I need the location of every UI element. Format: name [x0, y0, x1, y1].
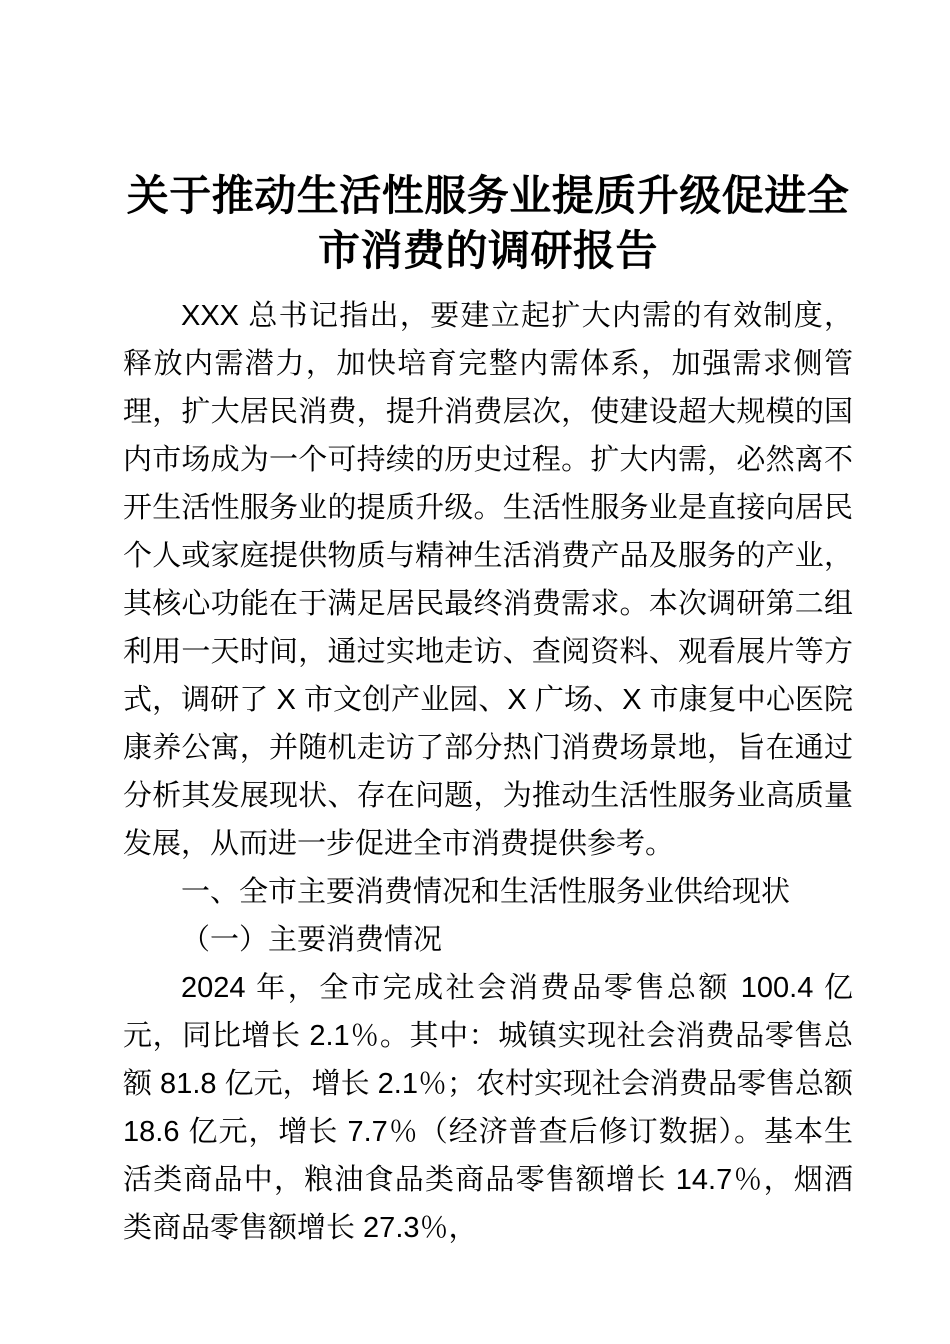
paragraph-intro: XXX 总书记指出，要建立起扩大内需的有效制度，释放内需潜力，加快培育完整内需体系，加强需求侧管理，扩大居民消费，提升消费层次，使建设超大规模的国内市场成为一个可持续的历史过程。扩大内需，必然离不开生活性服务业的提质升级。生活性服务业是直接向居民个人或家庭提供物质与精神生活消费产品及服务的产业，其核心功能在于满足居民最终消费需求。本次调研第二组利用一天时间，通过实地走访、查阅资料、观看展片等方式，调研了 X 市文创产业园、X 广场、X 市康复中心医院康养公寓，并随机走访了部分热门消费场景地，旨在通过分析其发展现状、存在问题，为推动生活性服务业高质量发展，从而进一步促进全市消费提供参考。 [123, 300, 853, 860]
paragraph-consumption-stats: 2024 年，全市完成社会消费品零售总额 100.4 亿元，同比增长 2.1％。其中：城镇实现社会消费品零售总额 81.8 亿元，增长 2.1％；农村实现社会消费品零售总额 18.6 亿元，增长 7.7％（经济普查后修订数据）。基本生活类商品中，粮油食品类商品零售额增长 14.7％，烟酒类商品零售额增长 27.3％， [123, 972, 853, 1244]
document-content [123, 170, 853, 1252]
heading-section-1: 一、全市主要消费情况和生活性服务业供给现状 [181, 876, 791, 908]
document-title: 关于推动生活性服务业提质升级促进全市消费的调研报告 [126, 174, 850, 275]
heading-subsection-1-1: （一）主要消费情况 [181, 924, 443, 956]
